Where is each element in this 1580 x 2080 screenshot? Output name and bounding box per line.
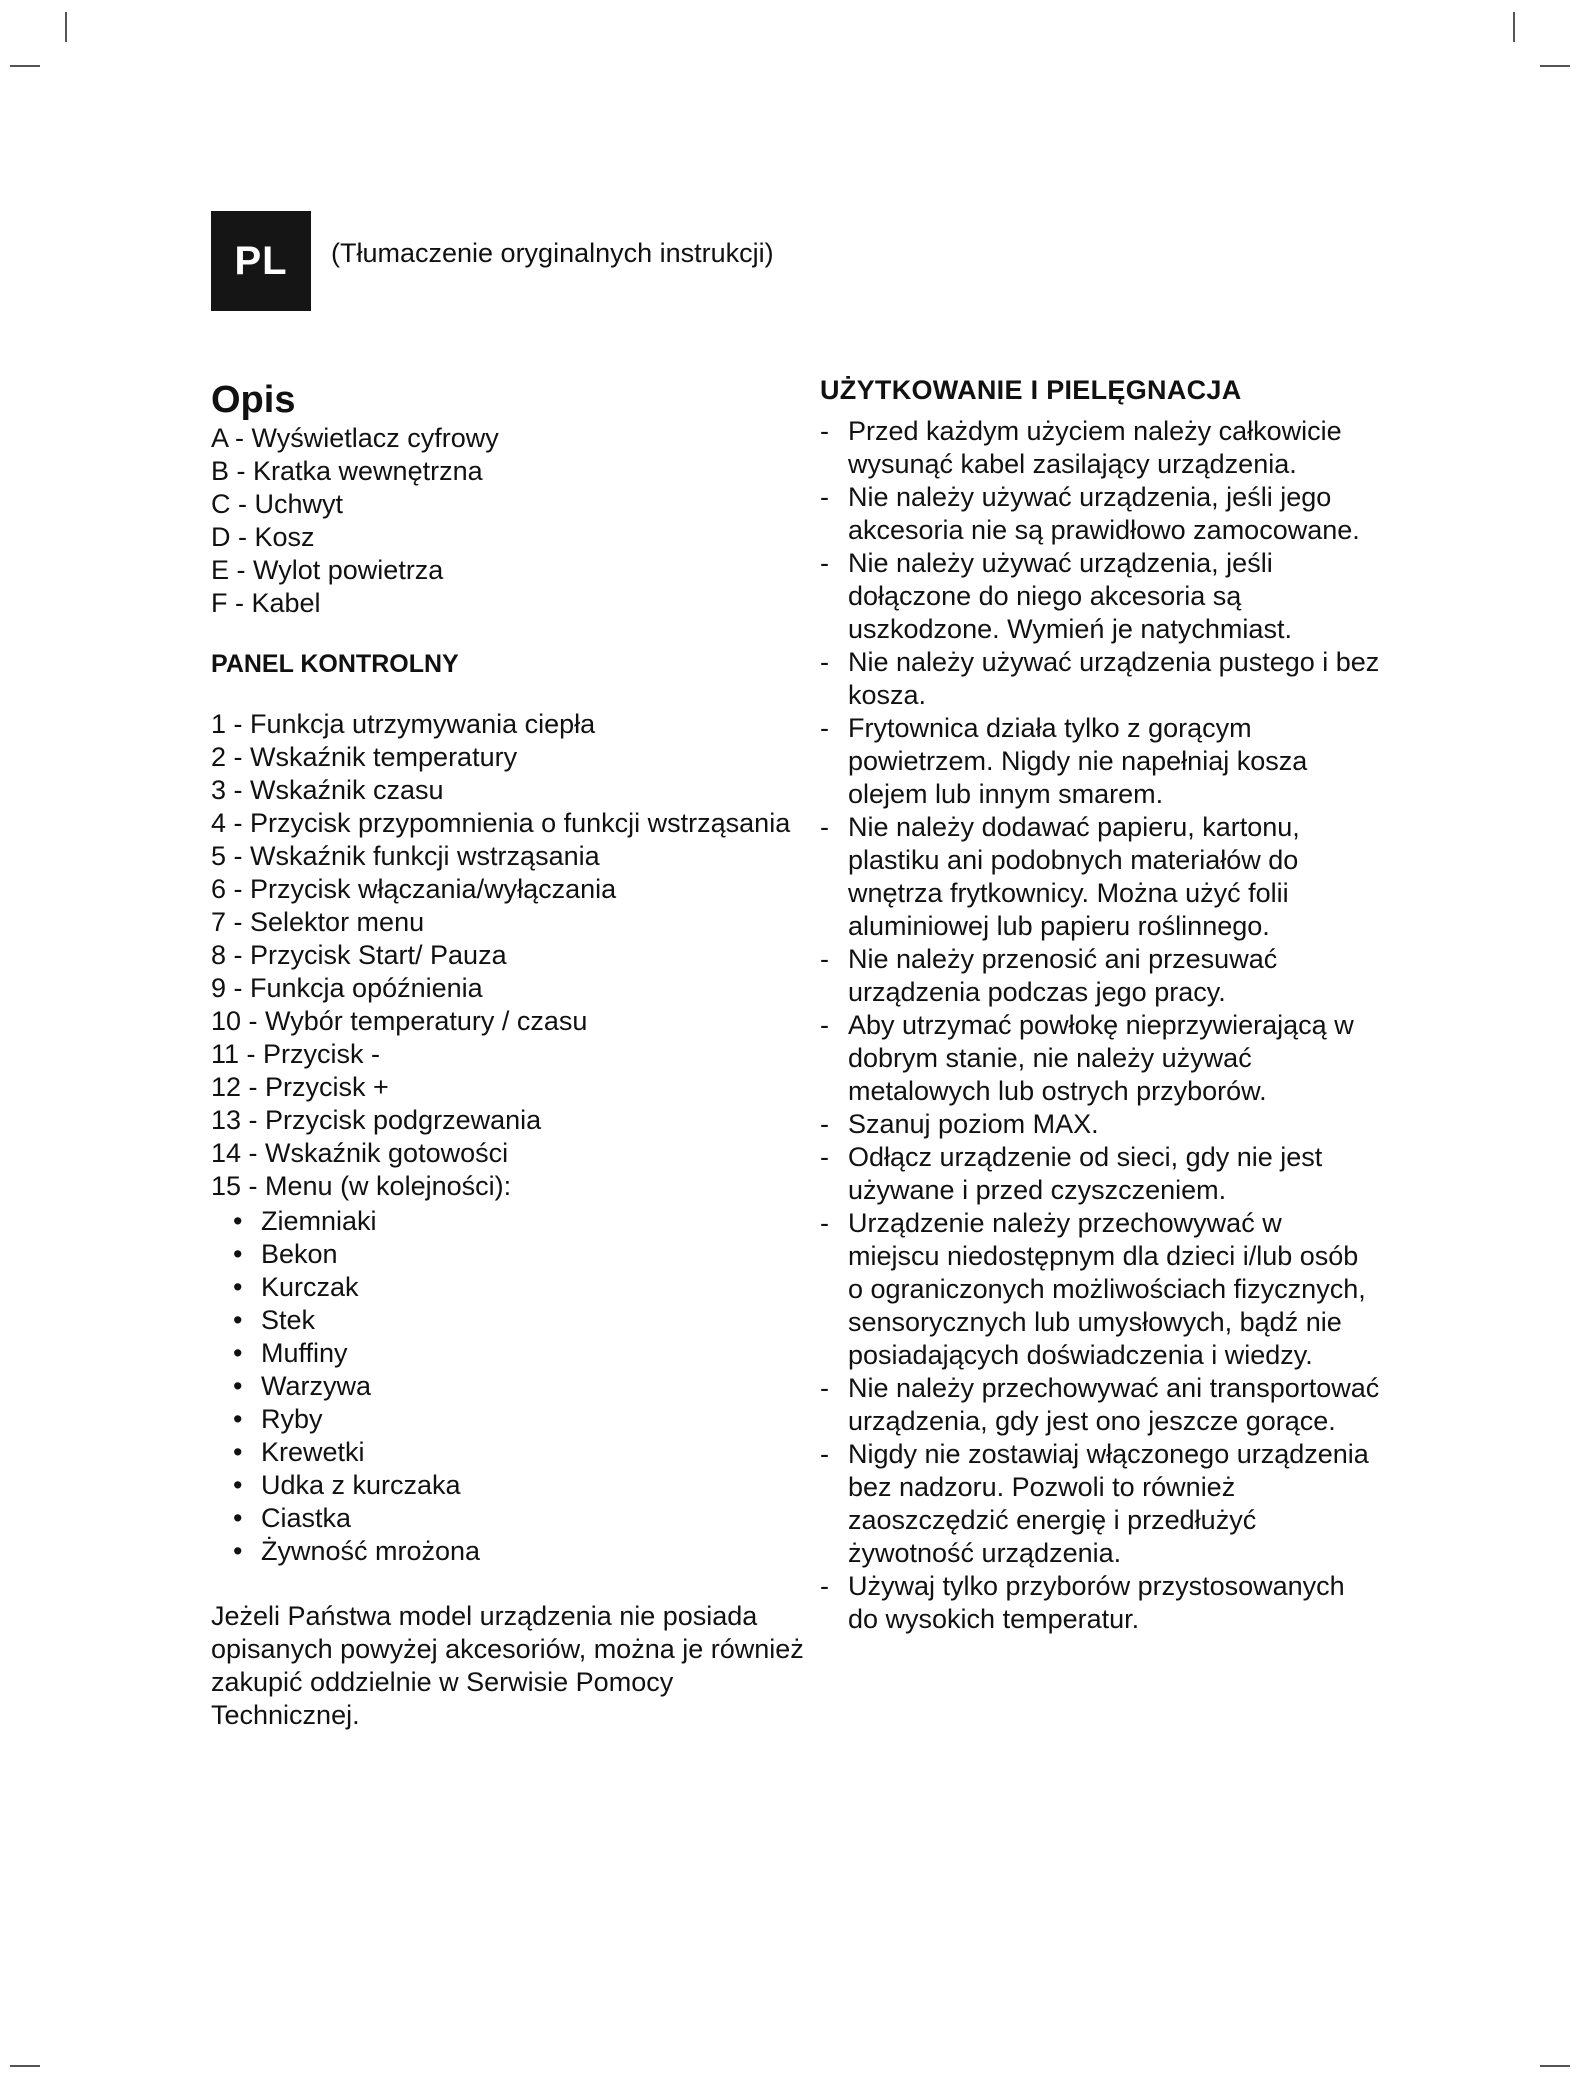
bullet-icon: •	[233, 1536, 243, 1566]
translation-subtitle: (Tłumaczenie oryginalnych instrukcji)	[331, 238, 774, 268]
dash-icon: -	[820, 647, 829, 677]
list-item: • Bekon	[233, 1239, 338, 1269]
list-item: - Nie należy przechowywać ani transportować urządzenia, gdy jest ono jeszcze gorące.	[820, 1373, 1380, 1436]
list-item: - Odłącz urządzenie od sieci, gdy nie jest używane i przed czyszczeniem.	[820, 1142, 1323, 1205]
list-item: • Muffiny	[233, 1338, 348, 1368]
list-item: 8 - Przycisk Start/ Pauza	[211, 940, 507, 970]
list-item: • Warzywa	[233, 1371, 372, 1401]
language-badge: PL	[211, 211, 311, 311]
list-item: F - Kabel	[211, 588, 321, 618]
dash-icon: -	[820, 1373, 829, 1403]
list-item: 12 - Przycisk +	[211, 1072, 389, 1102]
usage-title: UŻYTKOWANIE I PIELĘGNACJA	[820, 375, 1242, 405]
list-item: 7 - Selektor menu	[211, 907, 425, 937]
crop-mark	[10, 65, 40, 67]
crop-mark	[1540, 2065, 1570, 2067]
panel-list	[211, 708, 811, 1203]
bullet-icon: •	[233, 1239, 243, 1269]
crop-mark	[1540, 65, 1570, 67]
list-item: • Udka z kurczaka	[233, 1470, 461, 1500]
list-item: • Żywność mrożona	[233, 1536, 481, 1566]
list-item: - Aby utrzymać powłokę nieprzywierającą w dobrym stanie, nie należy używać metalowych lub ostrych przyborów.	[820, 1010, 1354, 1106]
list-item: - Urządzenie należy przechowywać w miejscu niedostępnym dla dzieci i/lub osób o ograniczonych możliwościach fizycznych, sensorycznych lub umysłowych, bądź nie posiadających doświadczenia i wiedzy.	[820, 1208, 1366, 1370]
list-item: 10 - Wybór temperatury / czasu	[211, 1006, 588, 1036]
list-item: E - Wylot powietrza	[211, 555, 444, 585]
list-item: - Przed każdym użyciem należy całkowicie wysunąć kabel zasilający urządzenia.	[820, 416, 1342, 479]
dash-icon: -	[820, 1109, 829, 1139]
list-item: • Krewetki	[233, 1437, 365, 1467]
list-item: - Nie należy używać urządzenia, jeśli dołączone do niego akcesoria są uszkodzone. Wymień je natychmiast.	[820, 548, 1292, 644]
accessories-note: Jeżeli Państwa model urządzenia nie posiada opisanych powyżej akcesoriów, można je również zakupić oddzielnie w Serwisie Pomocy Technicznej.	[211, 1601, 804, 1730]
left-column	[211, 378, 811, 1759]
list-item: 1 - Funkcja utrzymywania ciepła	[211, 709, 596, 739]
dash-icon: -	[820, 1142, 829, 1172]
list-item: • Ryby	[233, 1404, 323, 1434]
list-item: - Frytownica działa tylko z gorącym powietrzem. Nigdy nie napełniaj kosza olejem lub innym smarem.	[820, 713, 1308, 809]
list-item: - Nie należy przenosić ani przesuwać urządzenia podczas jego pracy.	[820, 944, 1278, 1007]
list-item: • Ciastka	[233, 1503, 352, 1533]
right-column	[820, 375, 1380, 1636]
panel-title: PANEL KONTROLNY	[211, 650, 459, 678]
list-item: - Nie należy używać urządzenia, jeśli jego akcesoria nie są prawidłowo zamocowane.	[820, 482, 1360, 545]
list-item: • Stek	[233, 1305, 316, 1335]
list-item: 14 - Wskaźnik gotowości	[211, 1138, 509, 1168]
list-item: D - Kosz	[211, 522, 315, 552]
dash-icon: -	[820, 1571, 829, 1601]
bullet-icon: •	[233, 1503, 243, 1533]
bullet-icon: •	[233, 1371, 243, 1401]
list-item: B - Kratka wewnętrzna	[211, 456, 483, 486]
list-item: 11 - Przycisk -	[211, 1039, 381, 1069]
bullet-icon: •	[233, 1305, 243, 1335]
list-item: • Kurczak	[233, 1272, 359, 1302]
bullet-icon: •	[233, 1437, 243, 1467]
list-item: 9 - Funkcja opóźnienia	[211, 973, 483, 1003]
crop-mark	[1513, 12, 1515, 42]
list-item: 4 - Przycisk przypomnienia o funkcji wstrząsania	[211, 808, 791, 838]
bullet-icon: •	[233, 1404, 243, 1434]
crop-mark	[65, 12, 67, 42]
list-item: 5 - Wskaźnik funkcji wstrząsania	[211, 841, 600, 871]
dash-icon: -	[820, 1208, 829, 1238]
menu-bullet-list	[211, 1205, 811, 1568]
bullet-icon: •	[233, 1338, 243, 1368]
list-item: - Nie należy używać urządzenia pustego i bez kosza.	[820, 647, 1380, 710]
dash-icon: -	[820, 713, 829, 743]
list-item: • Ziemniaki	[233, 1206, 377, 1236]
list-item: A - Wyświetlacz cyfrowy	[211, 423, 499, 453]
dash-icon: -	[820, 1439, 829, 1469]
list-item: 3 - Wskaźnik czasu	[211, 775, 444, 805]
list-item: 15 - Menu (w kolejności):	[211, 1171, 512, 1201]
bullet-icon: •	[233, 1206, 243, 1236]
dash-icon: -	[820, 944, 829, 974]
dash-icon: -	[820, 548, 829, 578]
list-item: 6 - Przycisk włączania/wyłączania	[211, 874, 617, 904]
bullet-icon: •	[233, 1470, 243, 1500]
list-item: 13 - Przycisk podgrzewania	[211, 1105, 542, 1135]
dash-icon: -	[820, 812, 829, 842]
dash-icon: -	[820, 482, 829, 512]
list-item: - Szanuj poziom MAX.	[820, 1109, 1099, 1139]
bullet-icon: •	[233, 1272, 243, 1302]
dash-icon: -	[820, 1010, 829, 1040]
dash-icon: -	[820, 416, 829, 446]
list-item: - Używaj tylko przyborów przystosowanych do wysokich temperatur.	[820, 1571, 1345, 1634]
list-item: 2 - Wskaźnik temperatury	[211, 742, 518, 772]
list-item: C - Uchwyt	[211, 489, 344, 519]
crop-mark	[10, 2065, 40, 2067]
opis-title: Opis	[211, 379, 296, 421]
opis-list	[211, 422, 811, 620]
list-item: - Nigdy nie zostawiaj włączonego urządzenia bez nadzoru. Pozwoli to również zaoszczędzić energię i przedłużyć żywotność urządzenia.	[820, 1439, 1369, 1568]
list-item: - Nie należy dodawać papieru, kartonu, plastiku ani podobnych materiałów do wnętrza frytkownicy. Można użyć folii aluminiowej lub papieru roślinnego.	[820, 812, 1300, 941]
usage-list	[820, 415, 1380, 1636]
